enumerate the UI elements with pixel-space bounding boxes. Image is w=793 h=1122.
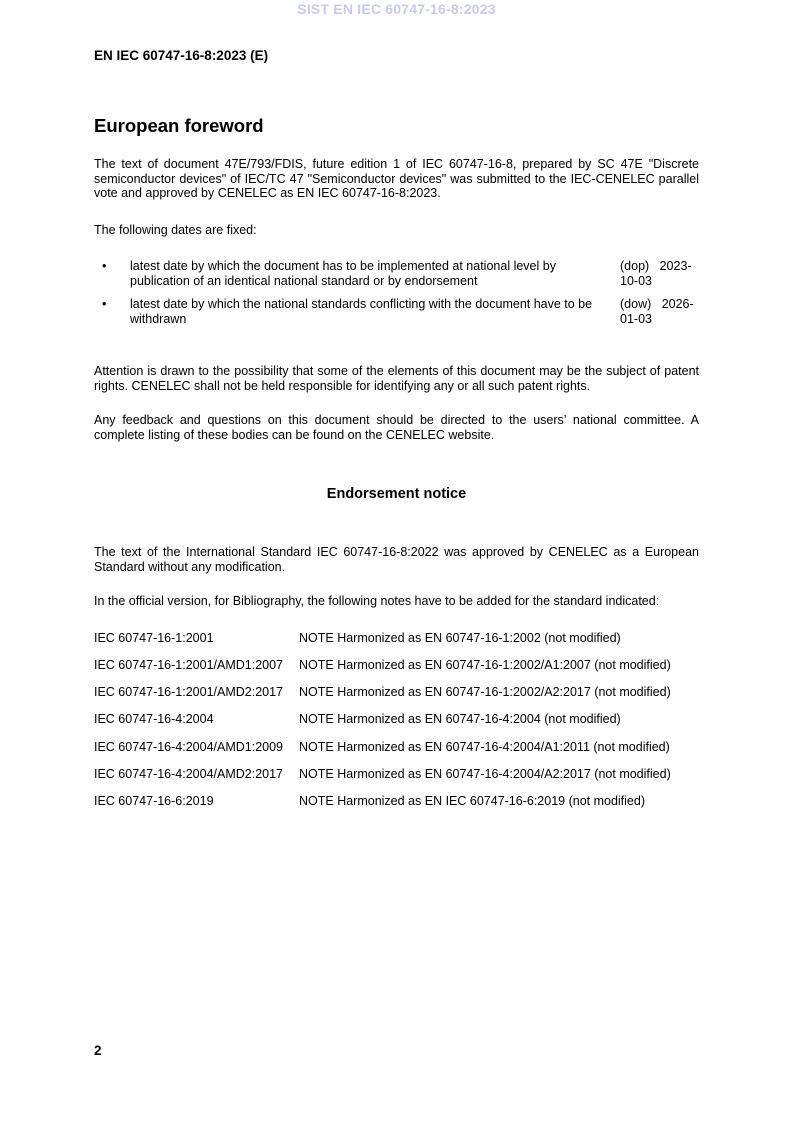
page-number: 2 — [94, 1043, 102, 1058]
date-item-text: latest date by which the document has to be implemented at national level by publication of an identical national standard or by endorsement — [130, 259, 556, 288]
harmonized-note: NOTE Harmonized as EN IEC 60747-16-6:2019 (not modified) — [299, 794, 645, 808]
date-item-date: 2023-10-03 — [620, 259, 692, 288]
dates-intro-paragraph: The following dates are fixed: — [94, 223, 257, 237]
date-item-text: latest date by which the national standards conflicting with the document have to be withdrawn — [130, 297, 593, 326]
harmonized-note: NOTE Harmonized as EN 60747-16-4:2004/A1:2011 (not modified) — [299, 740, 670, 754]
patent-paragraph: Attention is drawn to the possibility that some of the elements of this document may be the subject of patent rights. CENELEC shall not be held responsible for identifying any or all such patent rights. — [94, 364, 699, 393]
feedback-paragraph: Any feedback and questions on this document should be directed to the users’ national committee. A complete listing of these bodies can be found on the CENELEC website. — [94, 413, 699, 442]
bibliography-intro-paragraph: In the official version, for Bibliography, the following notes have to be added for the standard indicated: — [94, 594, 660, 608]
standard-reference: IEC 60747-16-1:2001/AMD2:2017 — [94, 685, 284, 699]
endorsement-paragraph: The text of the International Standard IEC 60747-16-8:2022 was approved by CENELEC as a European Standard without any modification. — [94, 545, 699, 574]
standard-reference: IEC 60747-16-1:2001/AMD1:2007 — [94, 658, 284, 672]
harmonized-note: NOTE Harmonized as EN 60747-16-4:2004/A2:2017 (not modified) — [299, 767, 671, 781]
harmonized-note: NOTE Harmonized as EN 60747-16-4:2004 (not modified) — [299, 712, 621, 726]
standard-reference: IEC 60747-16-4:2004/AMD1:2009 — [94, 740, 284, 754]
date-item-code: (dop) — [620, 259, 650, 273]
standard-reference: IEC 60747-16-1:2001 — [94, 631, 214, 645]
endorsement-title: Endorsement notice — [326, 486, 467, 502]
date-list-item-dow — [94, 297, 699, 329]
date-item-date: 2026-01-03 — [620, 297, 694, 326]
watermark: SIST EN IEC 60747-16-8:2023 — [297, 1, 496, 17]
standard-reference: IEC 60747-16-4:2004/AMD2:2017 — [94, 767, 284, 781]
date-item-code-and-date — [620, 297, 699, 326]
date-item-code: (dow) — [620, 297, 652, 311]
bullet-icon: • — [102, 259, 107, 273]
harmonized-note: NOTE Harmonized as EN 60747-16-1:2002 (not modified) — [299, 631, 621, 645]
standard-reference: IEC 60747-16-6:2019 — [94, 794, 214, 808]
harmonized-note: NOTE Harmonized as EN 60747-16-1:2002/A1:2007 (not modified) — [299, 658, 671, 672]
date-list-item-dop — [94, 259, 699, 291]
date-item-code-and-date — [620, 259, 699, 288]
foreword-intro-paragraph: The text of document 47E/793/FDIS, future edition 1 of IEC 60747-16-8, prepared by SC 47E "Discrete semiconductor devices" of IEC/TC 47 "Semiconductor devices" was submitted to the IEC-CENELEC parallel vote and approved by CENELEC as EN IEC 60747-16-8:2023. — [94, 157, 699, 200]
harmonized-note: NOTE Harmonized as EN 60747-16-1:2002/A2:2017 (not modified) — [299, 685, 671, 699]
standard-reference: IEC 60747-16-4:2004 — [94, 712, 214, 726]
foreword-title: European foreword — [94, 115, 264, 136]
document-identifier: EN IEC 60747-16-8:2023 (E) — [94, 48, 269, 63]
bullet-icon: • — [102, 297, 107, 311]
